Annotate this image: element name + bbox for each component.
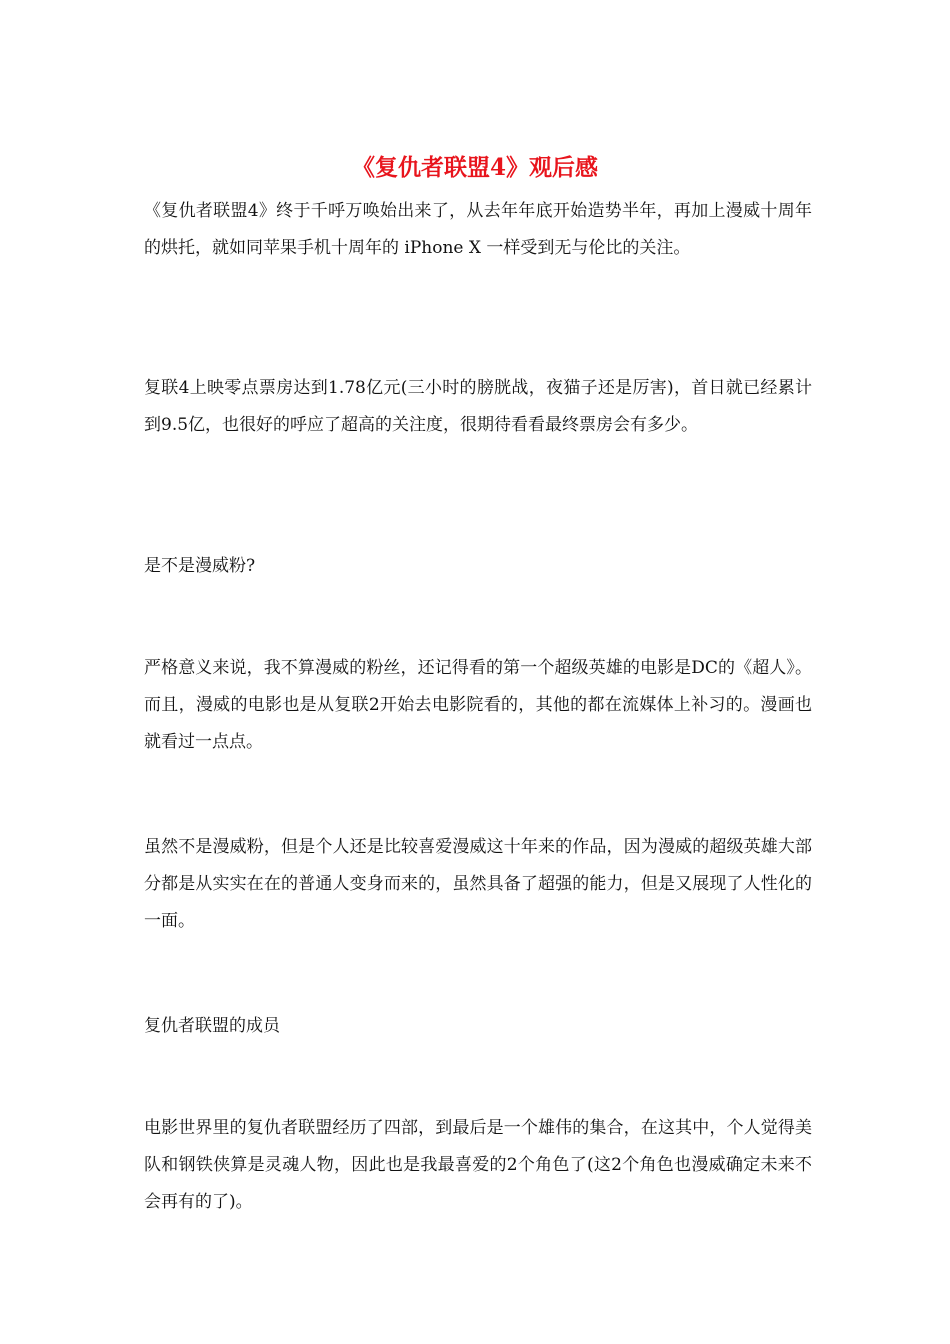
paragraph-box-office: 复联4上映零点票房达到1.78亿元(三小时的膀胱战，夜猫子还是厉害)，首日就已经累计到9.5亿，也很好的呼应了超高的关注度，很期待看看最终票房会有多少。 [144,378,812,435]
paragraph-intro: 《复仇者联盟4》终于千呼万唤始出来了，从去年年底开始造势半年，再加上漫威十周年 的烘托，就如同苹果手机十周年的 iPhone X 一样受到无与伦比的关注。 [144,201,812,258]
paragraph-not-a-fan: 严格意义来说，我不算漫威的粉丝，还记得看的第一个超级英雄的电影是DC的《超人》。而且，漫威的电影也是从复联2开始去电影院看的，其他的都在流媒体上补习的。漫画也就看过一点点。 [144,658,812,752]
paragraph-likes-marvel: 虽然不是漫威粉，但是个人还是比较喜爱漫威这十年来的作品，因为漫威的超级英雄大部分都是从实实在在的普通人变身而来的，虽然具备了超强的能力，但是又展现了人性化的一面。 [144,837,812,931]
document-title: 《复仇者联盟4》观后感 [351,154,598,181]
paragraph-members: 电影世界里的复仇者联盟经历了四部，到最后是一个雄伟的集合，在这其中，个人觉得美队和钢铁侠算是灵魂人物，因此也是我最喜爱的2个角色了(这2个角色也漫威确定未来不会再有的了)。 [144,1118,812,1212]
paragraph-heading-fan: 是不是漫威粉? [144,556,256,576]
paragraph-heading-members: 复仇者联盟的成员 [144,1016,280,1036]
